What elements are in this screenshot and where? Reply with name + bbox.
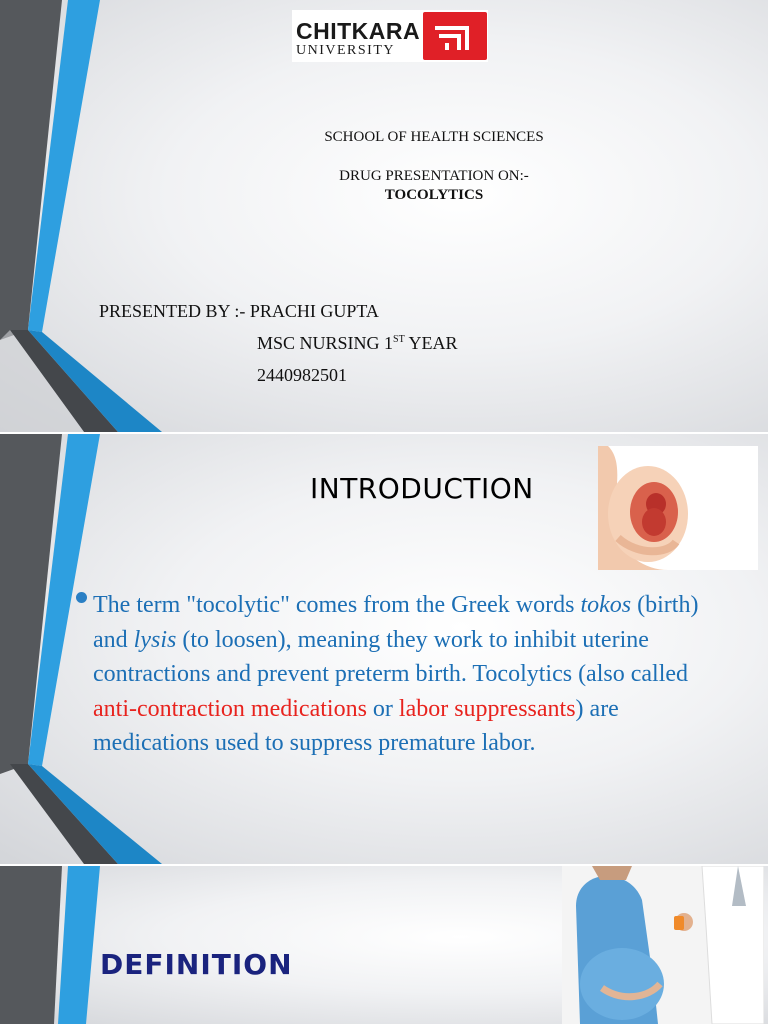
- decorative-stripes: [0, 0, 170, 432]
- pregnant-woman-doctor-image: [562, 866, 764, 1024]
- university-logo: [292, 10, 488, 62]
- pregnant-belly-image: [598, 446, 758, 570]
- presentation-topic: TOCOLYTICS: [384, 187, 484, 203]
- fetus-illustration-icon: [598, 446, 758, 570]
- logo-wordmark: CHITKARA: [296, 18, 421, 44]
- bullet-point: [76, 592, 87, 603]
- presentation-label: DRUG PRESENTATION ON:-: [339, 168, 529, 184]
- slide-title: [0, 0, 768, 432]
- presenter-line: PRESENTED BY :- PRACHI GUPTA: [99, 301, 379, 321]
- decorative-stripes: [0, 866, 120, 1024]
- highlight-term: labor suppressants: [398, 695, 576, 722]
- slide-definition: [0, 866, 768, 1024]
- logo-subtitle: UNIVERSITY: [296, 43, 395, 58]
- roll-number: 2440982501: [257, 365, 347, 385]
- pregnant-woman-doctor-icon: [562, 866, 764, 1024]
- highlight-term: anti-contraction medications: [93, 695, 367, 722]
- school-name: SCHOOL OF HEALTH SCIENCES: [324, 129, 544, 145]
- logo-emblem-icon: [423, 12, 487, 60]
- course-line: MSC NURSING 1ST YEAR: [257, 333, 458, 353]
- slide-heading: INTRODUCTION: [310, 472, 534, 505]
- slide-introduction: [0, 434, 768, 864]
- slide-heading: DEFINITION: [100, 948, 293, 981]
- introduction-paragraph: The term "tocolytic" comes from the Greek words tokos (birth) and lysis (to loosen), meaning they work to inhibit uterine contractions and prevent preterm birth. Tocolytics (also called anti-contraction medications or labor suppressants) are medications used to suppress premature labor.: [93, 592, 699, 756]
